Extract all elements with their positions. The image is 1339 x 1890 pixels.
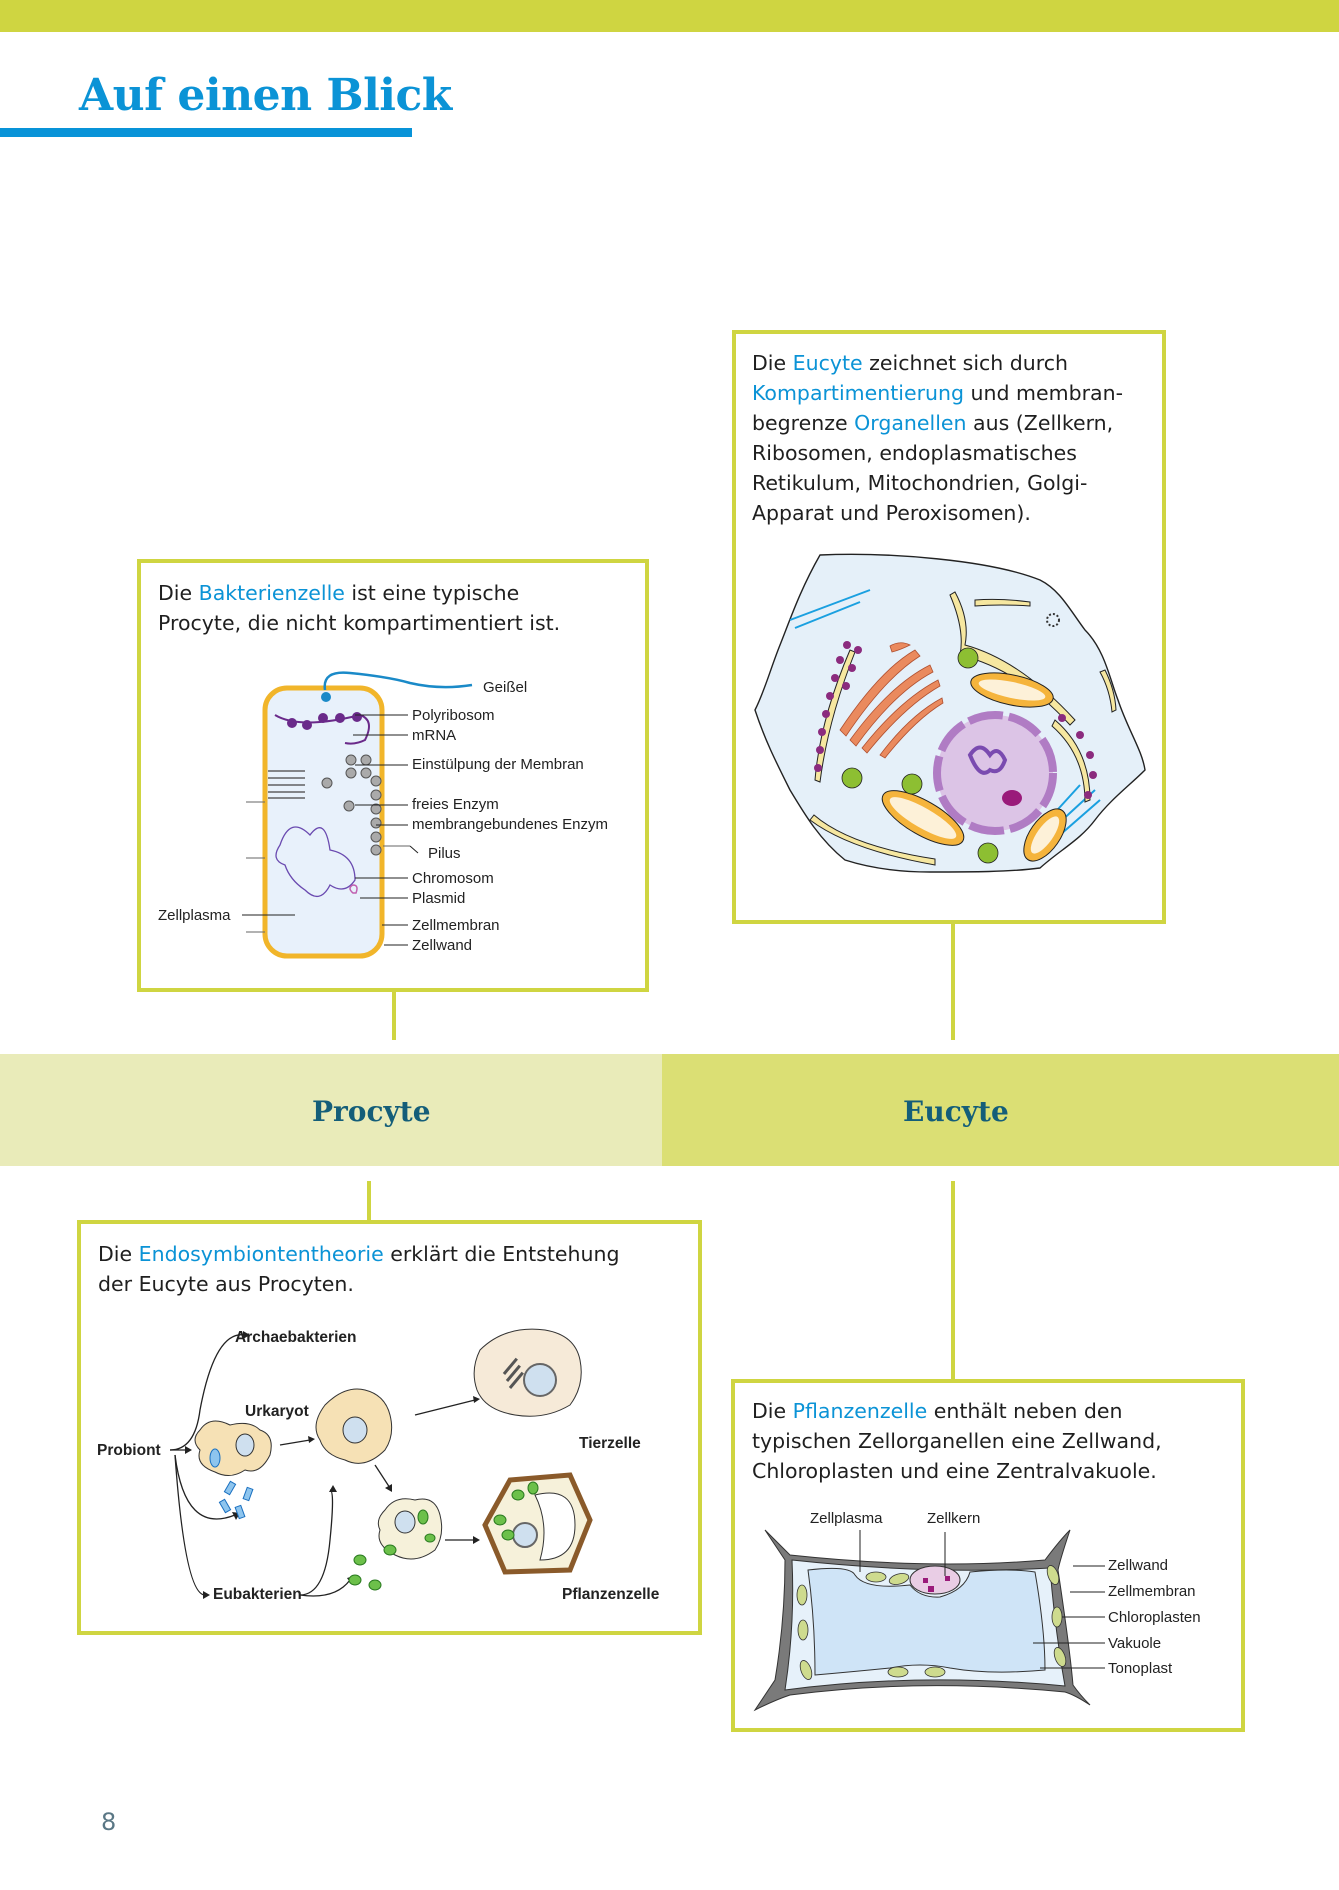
- label-tonoplast: Tonoplast: [1108, 1660, 1173, 1677]
- label-einstuelpung: Einstülpung der Membran: [412, 756, 584, 773]
- text-line: Ribosomen, endoplasmatisches: [752, 441, 1077, 465]
- label-pilus: Pilus: [428, 845, 461, 862]
- text-line: Procyte, die nicht kompartimentiert ist.: [158, 611, 561, 635]
- term-eucyte: Eucyte: [792, 351, 863, 375]
- eucyte-heading: Eucyte: [903, 1095, 1009, 1128]
- label-zellmembran: Zellmembran: [412, 917, 500, 934]
- bacteria-description: [158, 578, 638, 638]
- connector-procyte-bottom: [367, 1181, 371, 1223]
- label-tierzelle: Tierzelle: [579, 1435, 641, 1452]
- text-line: Apparat und Peroxisomen).: [752, 501, 1031, 525]
- label-zellkern: Zellkern: [927, 1510, 981, 1527]
- text-line: Die Eucyte zeichnet sich durch: [752, 351, 1069, 375]
- term-bakterienzelle: Bakterienzelle: [198, 581, 345, 605]
- top-accent-bar: [0, 0, 1339, 32]
- label-eubakterien: Eubakterien: [213, 1586, 302, 1603]
- label-zellplasma: Zellplasma: [158, 907, 231, 924]
- text-line: Die Endosymbiontentheorie erklärt die Entstehung: [98, 1242, 620, 1266]
- endosymbiont-diagram: [85, 1310, 695, 1610]
- connector-eucyte-bottom: [951, 1181, 955, 1381]
- label-polyribosom: Polyribosom: [412, 707, 495, 724]
- term-endosymbiontentheorie: Endosymbiontentheorie: [138, 1242, 384, 1266]
- text-line: typischen Zellorganellen eine Zellwand,: [752, 1429, 1162, 1453]
- connector-procyte-top: [392, 992, 396, 1040]
- animal-cell-illustration: [750, 550, 1160, 890]
- eucyte-description: [752, 348, 1152, 528]
- procyte-heading: Procyte: [312, 1095, 431, 1128]
- label-zellwand-plant: Zellwand: [1108, 1557, 1169, 1574]
- plant-description: [752, 1396, 1232, 1486]
- text-line: Kompartimentierung und membran-: [752, 381, 1124, 405]
- term-pflanzenzelle: Pflanzenzelle: [792, 1399, 928, 1423]
- label-pflanzenzelle: Pflanzenzelle: [562, 1586, 660, 1603]
- page-title: Auf einen Blick: [79, 70, 452, 121]
- label-plasmid: Plasmid: [412, 890, 466, 907]
- text-line: Die Bakterienzelle ist eine typische: [158, 581, 520, 605]
- label-chloroplasten: Chloroplasten: [1108, 1609, 1201, 1626]
- label-zellwand: Zellwand: [412, 937, 473, 954]
- text-line: Die Pflanzenzelle enthält neben den: [752, 1399, 1123, 1423]
- label-membran-enzym: membrangebundenes Enzym: [412, 816, 608, 833]
- plant-cell-diagram: [740, 1500, 1250, 1730]
- bacteria-cell-diagram: [150, 665, 640, 965]
- text-line: der Eucyte aus Procyten.: [98, 1272, 354, 1296]
- page-number: 8: [101, 1808, 117, 1836]
- title-underline: [0, 128, 412, 137]
- label-geissel: Geißel: [483, 679, 528, 696]
- text-line: begrenze Organellen aus (Zellkern,: [752, 411, 1114, 435]
- label-zellplasma-plant: Zellplasma: [810, 1510, 883, 1527]
- term-organellen: Organellen: [854, 411, 967, 435]
- label-vakuole: Vakuole: [1108, 1635, 1162, 1652]
- text-line: Retikulum, Mitochondrien, Golgi-: [752, 471, 1088, 495]
- text-line: Chloroplasten und eine Zentralvakuole.: [752, 1459, 1157, 1483]
- label-urkaryot: Urkaryot: [245, 1403, 309, 1420]
- label-mrna: mRNA: [412, 727, 457, 744]
- connector-eucyte-top: [951, 924, 955, 1040]
- label-zellmembran-plant: Zellmembran: [1108, 1583, 1196, 1600]
- label-freies-enzym: freies Enzym: [412, 796, 499, 813]
- endosymbiont-description: [98, 1239, 688, 1299]
- label-probiont: Probiont: [97, 1442, 161, 1459]
- label-archaebakterien: Archaebakterien: [235, 1329, 357, 1346]
- label-chromosom: Chromosom: [412, 870, 494, 887]
- term-kompartimentierung: Kompartimentierung: [752, 381, 965, 405]
